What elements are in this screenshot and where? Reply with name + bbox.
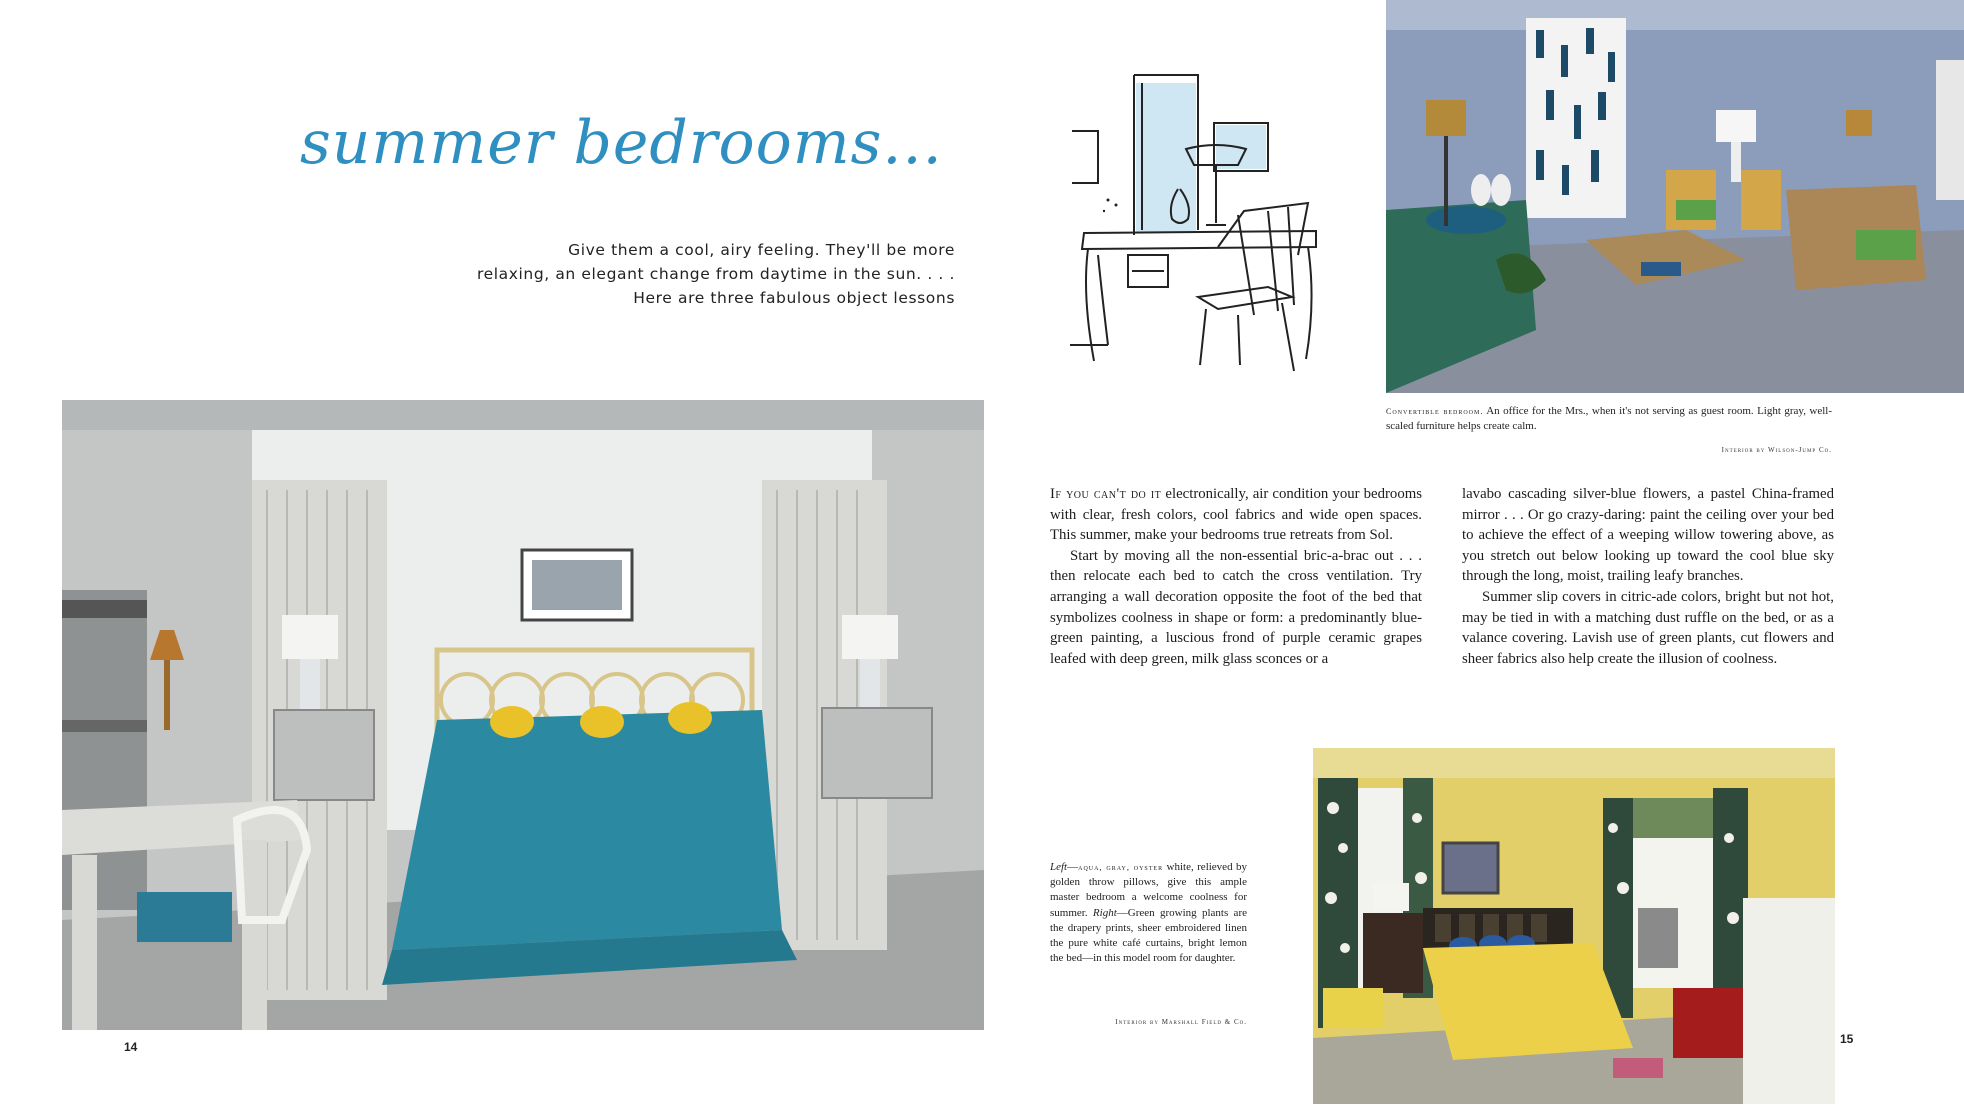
page-number-right: 15	[1840, 1032, 1854, 1046]
caption-right-text: Green growing plants are the drapery prints, sheer embroidered linen the pure white café curtains, bright lemon the bed—in this model room for daughter.	[1050, 906, 1247, 965]
body-p1-rest: electronically, air condition your bedrooms with clear, fresh colors, cool fabrics and wide open spaces. This summer, make your bedrooms true retreats from Sol.	[1050, 486, 1422, 544]
intro-text	[380, 238, 955, 310]
caption-left-text: white, relieved by golden throw pillows, give this ample master bedroom a welcome coolness for summer.	[1050, 861, 1247, 919]
intro-line-1: Give them a cool, airy feeling. They'll be more	[568, 241, 955, 259]
desk-sketch-illustration	[1068, 65, 1328, 395]
caption-left-lead: aqua, gray, oyster	[1078, 862, 1164, 872]
intro-line-2: relaxing, an elegant change from daytime in the sun. . . .	[476, 265, 955, 283]
body-paragraph-1	[1050, 484, 1422, 546]
caption-left-label: Left	[1050, 861, 1068, 873]
body-paragraph-4: Summer slip covers in citric-ade colors, bright but not hot, may be tied in with a matching dust ruffle on the bed, or as a valance covering. Lavish use of green plants, cut flowers and sheer fabrics also help create the illusion of coolness.	[1462, 588, 1834, 667]
intro-line-3: Here are three fabulous object lessons	[633, 289, 955, 307]
caption-convertible-label: Convertible bedroom.	[1386, 407, 1484, 416]
body-column-2	[1462, 484, 1834, 669]
caption-left-right: Left—aqua, gray, oyster white, relieved by golden throw pillows, give this ample master bedroom a welcome coolness for summer. Right—Green growing plants are the drapery prints, sheer embroidered linen the pure white café curtains, bright lemon the bed—in this model room for daughter.	[1050, 861, 1247, 965]
page-title: summer bedrooms...	[300, 108, 943, 178]
body-paragraph-2: Start by moving all the non-essential bric-a-brac out . . . then relocate each bed to catch the cross ventilation. Try arranging a wall decoration opposite the foot of the bed that symbolizes coolness in shape or form: a predominantly blue-green painting, a luscious frond of purple ceramic grapes leafed with deep green, milk glass sconces or a	[1050, 547, 1422, 667]
credit-left-right: Interior by Marshall Field & Co.	[1115, 1018, 1247, 1026]
photo-yellow-bedroom	[1313, 748, 1835, 1104]
page-number-left: 14	[124, 1040, 138, 1054]
credit-convertible: Interior by Wilson-Jump Co.	[1721, 446, 1832, 454]
caption-convertible-text: An office for the Mrs., when it's not serving as guest room. Light gray, well-scaled furniture helps create calm.	[1386, 405, 1833, 432]
body-paragraph-3: lavabo cascading silver-blue flowers, a pastel China-framed mirror . . . Or go crazy-daring: paint the ceiling over your bed to achieve the effect of a weeping willow towering above, as you stretch out below looking up toward the cool blue sky through the long, moist, trailing leafy branches.	[1462, 486, 1834, 585]
body-lead-in: If you can't do it	[1050, 486, 1162, 502]
caption-right-label: Right	[1092, 906, 1117, 919]
body-column-1	[1050, 484, 1422, 669]
photo-convertible-bedroom	[1386, 0, 1964, 393]
photo-master-bedroom	[62, 400, 984, 1030]
caption-convertible-bedroom	[1386, 404, 1832, 434]
